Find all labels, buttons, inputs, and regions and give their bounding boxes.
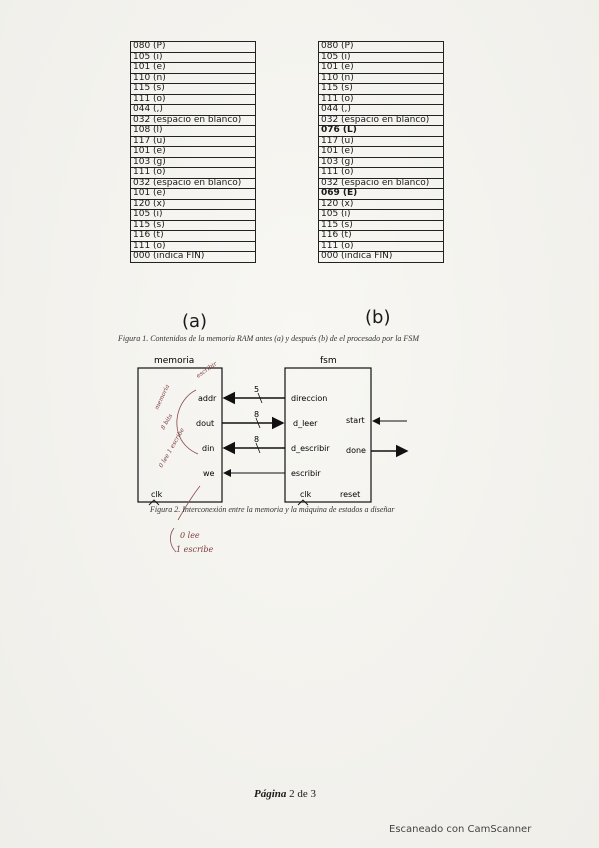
table-cell: 032 (espacio en blanco) [319, 115, 444, 126]
hand-note-1-escribe: 1 escribe [176, 545, 214, 554]
table-cell: 105 (i) [131, 210, 256, 221]
mem-port-addr: addr [198, 394, 217, 403]
table-cell: 105 (i) [319, 210, 444, 221]
table-cell: 076 (L) [319, 126, 444, 137]
table-cell: 101 (e) [319, 147, 444, 158]
table-cell: 080 (P) [131, 42, 256, 53]
hand-note-0-lee: 0 lee [180, 531, 200, 540]
table-cell: 044 (,) [319, 105, 444, 116]
table-cell: 108 (l) [131, 126, 256, 137]
hand-note-8bits: 8 bits [159, 412, 175, 431]
footer-prefix: Página [254, 788, 287, 800]
hand-note-escribir: escribir [195, 360, 219, 380]
table-cell: 000 (indica FIN) [319, 252, 444, 263]
table-cell: 116 (t) [131, 231, 256, 242]
table-cell: 117 (u) [319, 136, 444, 147]
hand-note-memoria: memoria [153, 383, 172, 411]
table-cell: 101 (e) [131, 147, 256, 158]
table-cell: 101 (e) [131, 189, 256, 200]
mem-port-din: din [202, 444, 215, 453]
table-cell: 032 (espacio en blanco) [131, 178, 256, 189]
fsm-title: fsm [320, 356, 337, 366]
figure2-caption: Figura 2. Interconexión entre la memoria y la máquina de estados a diseñar [150, 505, 395, 514]
table-cell: 000 (indica FIN) [131, 252, 256, 263]
fsm-block [285, 368, 371, 502]
table-cell: 111 (o) [319, 241, 444, 252]
page-footer [254, 788, 316, 800]
table-cell: 111 (o) [319, 168, 444, 179]
mem-port-clk: clk [151, 490, 163, 499]
table-b-label: (b) [365, 307, 391, 328]
bus-width-d-escribir: 8 [254, 435, 260, 444]
table-cell: 111 (o) [131, 168, 256, 179]
bus-width-addr: 5 [254, 385, 260, 394]
table-cell: 105 (i) [131, 52, 256, 63]
table-cell: 110 (n) [319, 73, 444, 84]
bus-width-d-leer: 8 [254, 410, 260, 419]
hand-arrow [178, 486, 200, 520]
fsm-port-start: start [346, 416, 365, 425]
table-cell: 111 (o) [319, 94, 444, 105]
mem-port-we: we [203, 469, 215, 478]
table-cell: 110 (n) [131, 73, 256, 84]
table-cell: 101 (e) [131, 63, 256, 74]
table-cell: 115 (s) [131, 220, 256, 231]
fsm-port-done: done [346, 446, 366, 455]
table-cell: 120 (x) [319, 199, 444, 210]
table-cell: 103 (g) [319, 157, 444, 168]
fsm-port-direccion: direccion [291, 394, 328, 403]
table-cell: 115 (s) [131, 84, 256, 95]
hand-bracket [177, 390, 198, 454]
table-cell: 105 (i) [319, 52, 444, 63]
scanner-watermark: Escaneado con CamScanner [389, 824, 532, 835]
table-cell: 111 (o) [131, 241, 256, 252]
footer-page-number: 2 [289, 788, 295, 800]
memoria-title: memoria [154, 356, 195, 366]
table-cell: 032 (espacio en blanco) [131, 115, 256, 126]
hand-note-lee-escribe: 0 lee 1 escribe [157, 426, 187, 469]
table-cell: 115 (s) [319, 84, 444, 95]
figure1-caption: Figura 1. Contenidos de la memoria RAM antes (a) y después (b) de el procesado por la FSM [118, 334, 419, 343]
mem-port-dout: dout [196, 419, 215, 428]
table-cell: 103 (g) [131, 157, 256, 168]
table-cell: 116 (t) [319, 231, 444, 242]
fsm-port-escribir: escribir [291, 469, 321, 478]
table-cell: 069 (E) [319, 189, 444, 200]
table-a-label: (a) [182, 311, 208, 332]
fsm-port-d-escribir: d_escribir [291, 444, 330, 453]
table-cell: 101 (e) [319, 63, 444, 74]
fsm-port-reset: reset [340, 490, 361, 499]
table-cell: 117 (u) [131, 136, 256, 147]
footer-of: de 3 [297, 788, 317, 800]
fsm-port-clk: clk [300, 490, 312, 499]
table-cell: 032 (espacio en blanco) [319, 178, 444, 189]
table-cell: 044 (,) [131, 105, 256, 116]
fsm-port-d-leer: d_leer [293, 419, 318, 428]
table-cell: 120 (x) [131, 199, 256, 210]
table-cell: 115 (s) [319, 220, 444, 231]
table-cell: 080 (P) [319, 42, 444, 53]
table-cell: 111 (o) [131, 94, 256, 105]
